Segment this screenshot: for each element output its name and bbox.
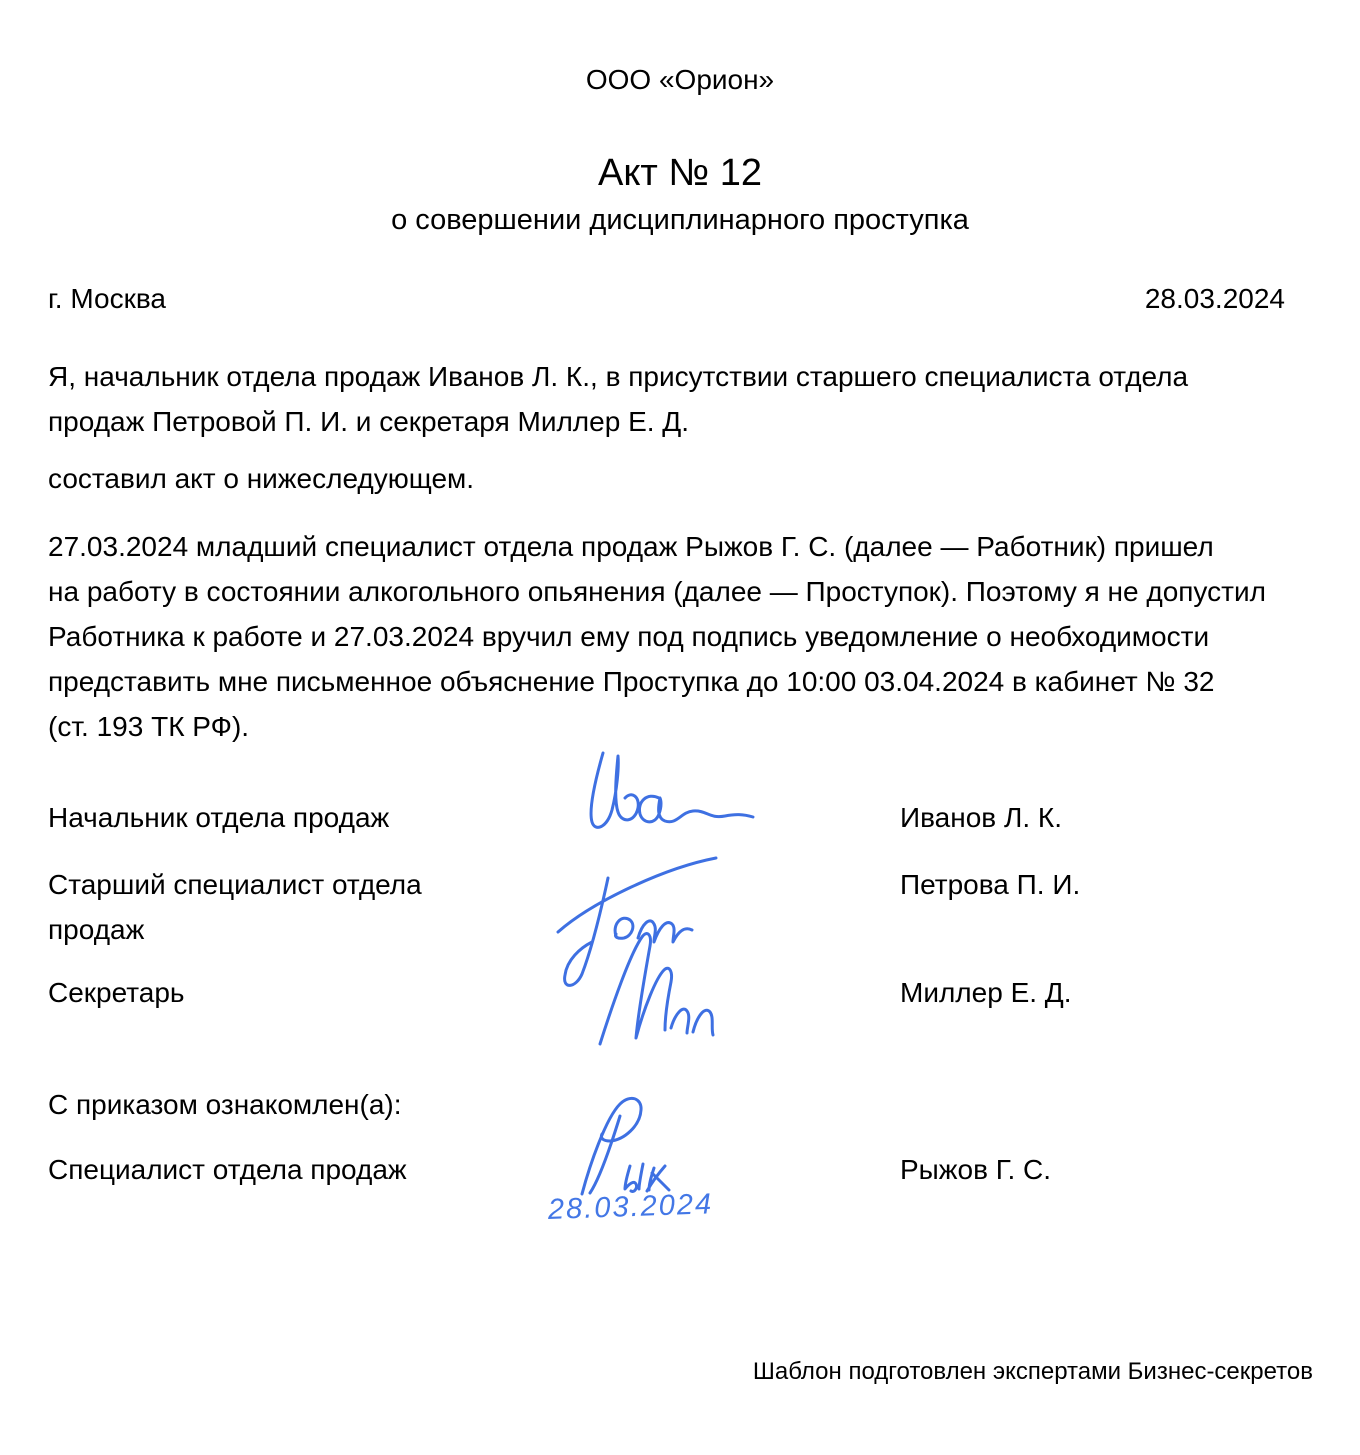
handwritten-date: 28.03.2024 — [547, 1188, 714, 1226]
paragraph-line: представить мне письменное объяснение Проступка до 10:00 03.04.2024 в кабинет № 32 — [48, 666, 1215, 697]
signatory-name: Миллер Е. Д. — [900, 977, 1072, 1008]
role-label: Начальник отдела продаж — [48, 802, 390, 833]
acknowledgement-prompt: С приказом ознакомлен(а): — [48, 1089, 402, 1120]
role-label-line: продаж — [48, 914, 145, 945]
body-paragraph — [48, 524, 1266, 749]
role-label — [48, 862, 422, 952]
paragraph-line: 27.03.2024 младший специалист отдела продаж Рыжов Г. С. (далее — Работник) пришел — [48, 531, 1214, 562]
paragraph-line: продаж Петровой П. И. и секретаря Миллер Е. Д. — [48, 406, 690, 437]
signatory-name: Иванов Л. К. — [900, 802, 1062, 833]
act-title: Акт № 12 — [598, 152, 762, 194]
signatory-name: Рыжов Г. С. — [900, 1154, 1052, 1185]
signature-ivanov — [583, 748, 758, 848]
act-subtitle: о совершении дисциплинарного проступка — [391, 204, 969, 236]
signature-miller — [592, 928, 732, 1063]
signatory-name: Петрова П. И. — [900, 869, 1081, 900]
place-label: г. Москва — [48, 283, 166, 314]
paragraph-line: Я, начальник отдела продаж Иванов Л. К., в присутствии старшего специалиста отдела — [48, 361, 1189, 392]
paragraph-line: на работу в состоянии алкогольного опьянения (далее — Проступок). Поэтому я не допустил — [48, 576, 1266, 607]
place-date-row — [48, 282, 1285, 316]
role-label-line: Старший специалист отдела — [48, 869, 422, 900]
footer-credit: Шаблон подготовлен экспертами Бизнес-секретов — [752, 1358, 1313, 1385]
intro-paragraph — [48, 354, 1188, 444]
paragraph-line: Работника к работе и 27.03.2024 вручил ему под подпись уведомление о необходимости — [48, 621, 1210, 652]
signature-ryzhov — [562, 1096, 697, 1201]
act-date: 28.03.2024 — [1144, 283, 1285, 314]
statement-paragraph: составил акт о нижеследующем. — [48, 463, 475, 494]
role-label: Специалист отдела продаж — [48, 1154, 407, 1185]
paragraph-line: (ст. 193 ТК РФ). — [48, 711, 250, 742]
org-name: ООО «Орион» — [585, 64, 775, 95]
role-label: Секретарь — [48, 977, 185, 1008]
